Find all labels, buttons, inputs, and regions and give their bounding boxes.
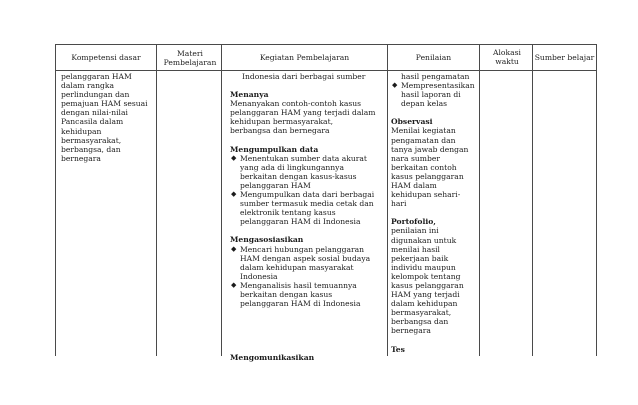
- col-divider: [387, 44, 388, 356]
- penilaian-bullet: [391, 81, 479, 108]
- col-divider: [55, 44, 56, 356]
- portofolio-line: menilai hasil: [391, 244, 440, 254]
- portofolio-line: individu maupun: [391, 262, 456, 272]
- menanya-line: berbangsa dan bernegara: [230, 126, 330, 136]
- observasi-line: pengamatan dan: [391, 135, 456, 145]
- menanya-line: Menanyakan contoh-contoh kasus: [230, 99, 362, 109]
- bullet-icon: ◆: [231, 244, 237, 253]
- penilaian-cell: [391, 72, 479, 354]
- list-item-line: Menentukan sumber data akurat: [240, 153, 367, 163]
- header-kegiatan: Kegiatan Pembelajaran: [259, 53, 350, 62]
- observasi-line: kasus pelanggaran: [391, 171, 464, 181]
- bullet-icon: ◆: [231, 280, 237, 289]
- portofolio-line: kasus pelanggaran: [391, 280, 464, 290]
- menanya-line: pelanggaran HAM yang terjadi dalam: [230, 108, 376, 118]
- kompetensi-line: dalam rangka: [61, 81, 114, 91]
- penilaian-top-line: hasil pengamatan: [401, 72, 470, 81]
- list-item-line: Menganalisis hasil temuannya: [240, 280, 357, 290]
- observasi-line: hari: [391, 199, 407, 209]
- list-item-line: pelanggaran HAM: [240, 180, 311, 190]
- list-item-line: HAM dengan aspek sosial budaya: [240, 253, 371, 263]
- list-item-line: Mencari hubungan pelanggaran: [240, 244, 365, 254]
- menanya-line: kehidupan bermasyarakat,: [230, 117, 334, 127]
- header-kompetensi: Kompetensi dasar: [71, 53, 141, 62]
- list-item-line: Mengumpulkan data dari berbagai: [240, 190, 375, 200]
- mengasosiasikan-list: [230, 245, 386, 309]
- observasi-title: Observasi: [391, 117, 433, 127]
- col-divider: [532, 44, 533, 356]
- portofolio-line: kelompok tentang: [391, 271, 461, 281]
- tes-title: Tes: [391, 344, 405, 354]
- kegiatan-cell: [230, 72, 386, 362]
- kompetensi-line: perlindungan dan: [61, 90, 130, 100]
- list-item-line: dalam kehidupan masyarakat: [240, 262, 354, 272]
- kompetensi-line: Pancasila dalam: [61, 117, 124, 127]
- header-sumber: Sumber belajar: [534, 53, 595, 62]
- observasi-line: HAM dalam: [391, 181, 437, 191]
- col-divider: [596, 44, 597, 356]
- list-item-line: yang ada di lingkungannya: [240, 162, 344, 172]
- portofolio-line: digunakan untuk: [391, 235, 457, 245]
- kompetensi-line: pelanggaran HAM: [61, 72, 132, 81]
- kompetensi-line: kehidupan: [61, 126, 102, 136]
- list-item: [391, 81, 479, 108]
- kompetensi-line: berbangsa, dan: [61, 144, 121, 154]
- list-item-line: pelanggaran HAM di Indonesia: [240, 299, 361, 309]
- col-divider: [479, 44, 480, 356]
- list-item-line: pelanggaran HAM di Indonesia: [240, 217, 361, 227]
- kompetensi-cell: [61, 72, 155, 163]
- list-item: [230, 190, 386, 226]
- kegiatan-intro: Indonesia dari berbagai sumber: [242, 72, 366, 81]
- header-bottom-border: [55, 70, 597, 71]
- observasi-line: Menilai kegiatan: [391, 126, 456, 136]
- list-item-line: Indonesia: [240, 271, 278, 281]
- portofolio-line: berbangsa dan: [391, 317, 449, 327]
- kompetensi-line: bermasyarakat,: [61, 135, 122, 145]
- header-alokasi: Alokasi waktu: [493, 48, 521, 66]
- list-item: [230, 281, 386, 308]
- observasi-line: berkaitan contoh: [391, 162, 457, 172]
- header-penilaian: Penilaian: [415, 53, 452, 62]
- portofolio-line: pekerjaan baik: [391, 253, 449, 263]
- observasi-line: tanya jawab dengan: [391, 144, 469, 154]
- kompetensi-line: bernegara: [61, 153, 101, 163]
- list-item: [230, 245, 386, 281]
- penilaian-bullet-line: Mempresentasikan: [401, 81, 475, 91]
- list-item-line: berkaitan dengan kasus: [240, 289, 333, 299]
- col-divider: [221, 44, 222, 356]
- bullet-icon: ◆: [231, 190, 237, 199]
- portofolio-line: bermasyarakat,: [391, 308, 452, 318]
- list-item-line: elektronik tentang kasus: [240, 208, 336, 218]
- observasi-line: kehidupan sehari-: [391, 190, 461, 200]
- list-item-line: berkaitan dengan kasus-kasus: [240, 171, 357, 181]
- portofolio-line: dalam kehidupan: [391, 299, 458, 309]
- bullet-icon: ◆: [231, 153, 237, 162]
- portofolio-line: HAM yang terjadi: [391, 290, 460, 300]
- col-divider: [156, 44, 157, 356]
- kompetensi-line: pemajuan HAM sesuai: [61, 99, 148, 109]
- table-top-border: [55, 44, 597, 45]
- portofolio-line: bernegara: [391, 326, 431, 336]
- mengumpulkan-title: Mengumpulkan data: [230, 144, 319, 154]
- list-item: [230, 154, 386, 190]
- mengumpulkan-list: [230, 154, 386, 227]
- observasi-line: nara sumber: [391, 153, 440, 163]
- kompetensi-line: dengan nilai-nilai: [61, 108, 128, 118]
- list-item-line: sumber termasuk media cetak dan: [240, 199, 374, 209]
- mengomunikasikan-title: Mengomunikasikan: [230, 353, 315, 363]
- portofolio-title: Portofolio,: [391, 217, 436, 227]
- penilaian-bullet-line: hasil laporan di: [401, 90, 461, 100]
- bullet-icon: ◆: [392, 81, 398, 90]
- portofolio-line: penilaian ini: [391, 226, 439, 236]
- menanya-title: Menanya: [230, 90, 269, 100]
- lesson-plan-table: [55, 44, 597, 400]
- header-materi: Materi Pembelajaran: [163, 49, 217, 67]
- penilaian-bullet-line: depan kelas: [401, 99, 447, 109]
- mengasosiasikan-title: Mengasosiasikan: [230, 235, 304, 245]
